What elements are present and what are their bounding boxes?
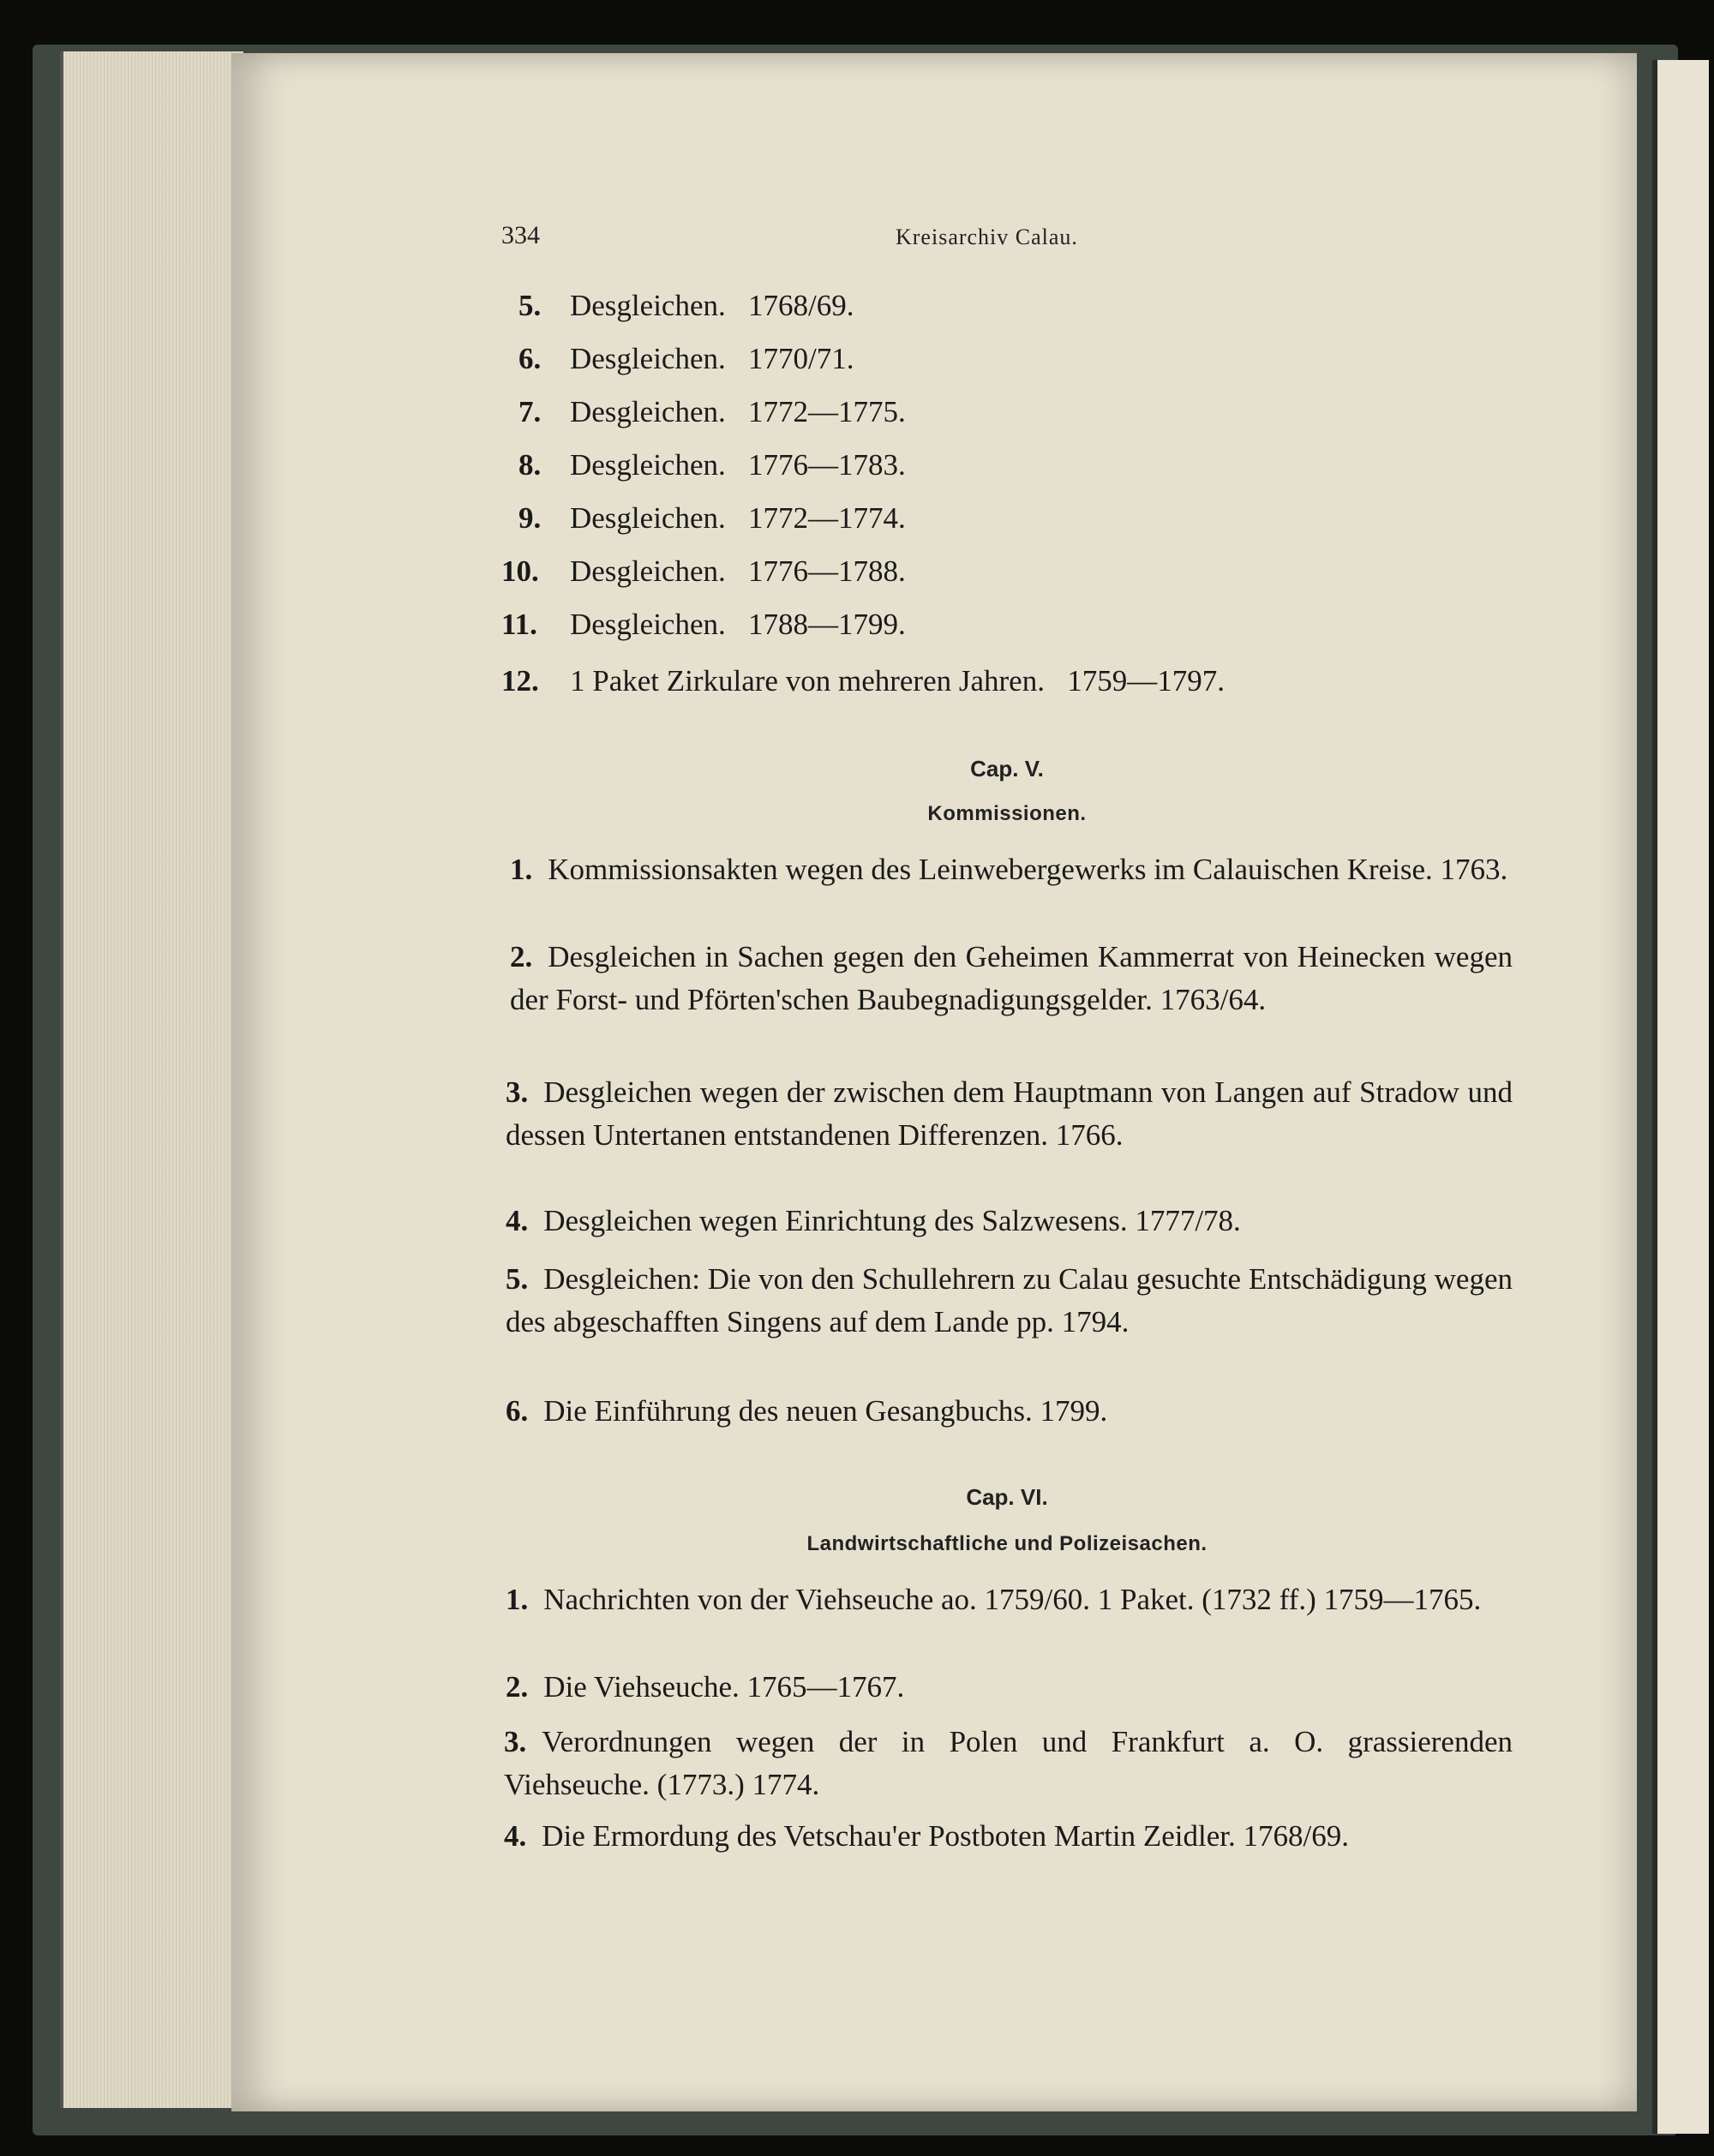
item-number: 4. bbox=[504, 1819, 527, 1853]
page-edges bbox=[60, 51, 243, 2108]
item-text: Desgleichen. 1776—1783. bbox=[570, 448, 906, 482]
item-number: 6. bbox=[506, 1394, 529, 1428]
item-number: 2. bbox=[506, 1670, 529, 1704]
item-number: 10. bbox=[501, 554, 539, 588]
list-item bbox=[518, 338, 854, 380]
chapter-heading: Cap. VI. bbox=[966, 1484, 1048, 1510]
item-text: Desgleichen. 1776—1788. bbox=[570, 554, 906, 588]
item-number: 3. bbox=[504, 1725, 527, 1758]
item-number: 3. bbox=[506, 1075, 529, 1109]
running-title: Kreisarchiv Calau. bbox=[896, 225, 1078, 249]
list-item bbox=[518, 284, 854, 327]
item-text: Die Einführung des neuen Gesangbuchs. 1799. bbox=[543, 1394, 1108, 1428]
item-text: Nachrichten von der Viehseuche ao. 1759/60. 1 Paket. (1732 ff.) 1759—1765. bbox=[543, 1583, 1482, 1616]
item-text: Desgleichen. 1772—1774. bbox=[570, 501, 906, 535]
chapter-heading: Cap. V. bbox=[970, 756, 1044, 782]
list-item bbox=[501, 660, 1225, 703]
item-text: Desgleichen wegen Einrichtung des Salzwesens. 1777/78. bbox=[543, 1204, 1241, 1237]
item-text: Desgleichen in Sachen gegen den Geheimen Kammerrat von Heinecken wegen der Forst- und Pförten'schen Baubegnadigungsgelder. 1763/64. bbox=[510, 940, 1513, 1016]
item-text: 1 Paket Zirkulare von mehreren Jahren. 1759—1797. bbox=[570, 664, 1225, 698]
list-item bbox=[518, 391, 906, 434]
item-number: 12. bbox=[501, 664, 539, 698]
item-number: 9. bbox=[518, 501, 542, 535]
list-item bbox=[506, 1200, 1513, 1243]
item-text: Desgleichen. 1768/69. bbox=[570, 289, 854, 322]
list-item bbox=[518, 444, 906, 487]
list-item bbox=[506, 1071, 1513, 1157]
item-number: 5. bbox=[506, 1262, 529, 1296]
list-item bbox=[501, 550, 906, 593]
page-header bbox=[501, 221, 1170, 255]
item-number: 6. bbox=[518, 342, 542, 375]
item-number: 5. bbox=[518, 289, 542, 322]
list-item bbox=[504, 1721, 1513, 1806]
item-text: Die Ermordung des Vetschau'er Postboten Martin Zeidler. 1768/69. bbox=[542, 1819, 1349, 1853]
item-number: 1. bbox=[510, 853, 533, 886]
item-text: Desgleichen. 1788—1799. bbox=[570, 608, 906, 641]
list-item bbox=[510, 936, 1513, 1021]
item-number: 7. bbox=[518, 395, 542, 428]
list-item bbox=[518, 497, 906, 540]
item-text: Die Viehseuche. 1765—1767. bbox=[543, 1670, 905, 1704]
list-item bbox=[510, 848, 1513, 891]
chapter-title: Kommissionen. bbox=[927, 802, 1087, 825]
list-item bbox=[504, 1815, 1513, 1858]
item-number: 4. bbox=[506, 1204, 529, 1237]
facing-page-edge bbox=[1652, 60, 1709, 2134]
list-item bbox=[506, 1390, 1513, 1433]
list-item bbox=[501, 603, 906, 646]
item-text: Desgleichen: Die von den Schullehrern zu Calau gesuchte Entschädigung wegen des abgeschafften Singens auf dem Lande pp. 1794. bbox=[506, 1262, 1513, 1339]
item-number: 2. bbox=[510, 940, 533, 973]
item-text: Desgleichen. 1770/71. bbox=[570, 342, 854, 375]
item-number: 11. bbox=[501, 608, 537, 641]
item-number: 1. bbox=[506, 1583, 529, 1616]
item-text: Verordnungen wegen der in Polen und Frankfurt a. O. grassierenden Viehseuche. (1773.) 1774. bbox=[504, 1725, 1513, 1801]
list-item bbox=[506, 1258, 1513, 1344]
item-text: Kommissionsakten wegen des Leinwebergewerks im Calauischen Kreise. 1763. bbox=[548, 853, 1508, 886]
page-number: 334 bbox=[501, 221, 540, 249]
item-text: Desgleichen. 1772—1775. bbox=[570, 395, 906, 428]
chapter-title: Landwirtschaftliche und Polizeisachen. bbox=[806, 1532, 1208, 1555]
item-number: 8. bbox=[518, 448, 542, 482]
list-item bbox=[506, 1666, 1513, 1709]
item-text: Desgleichen wegen der zwischen dem Hauptmann von Langen auf Stradow und dessen Untertanen entstandenen Differenzen. 1766. bbox=[506, 1075, 1513, 1152]
list-item bbox=[506, 1578, 1513, 1621]
